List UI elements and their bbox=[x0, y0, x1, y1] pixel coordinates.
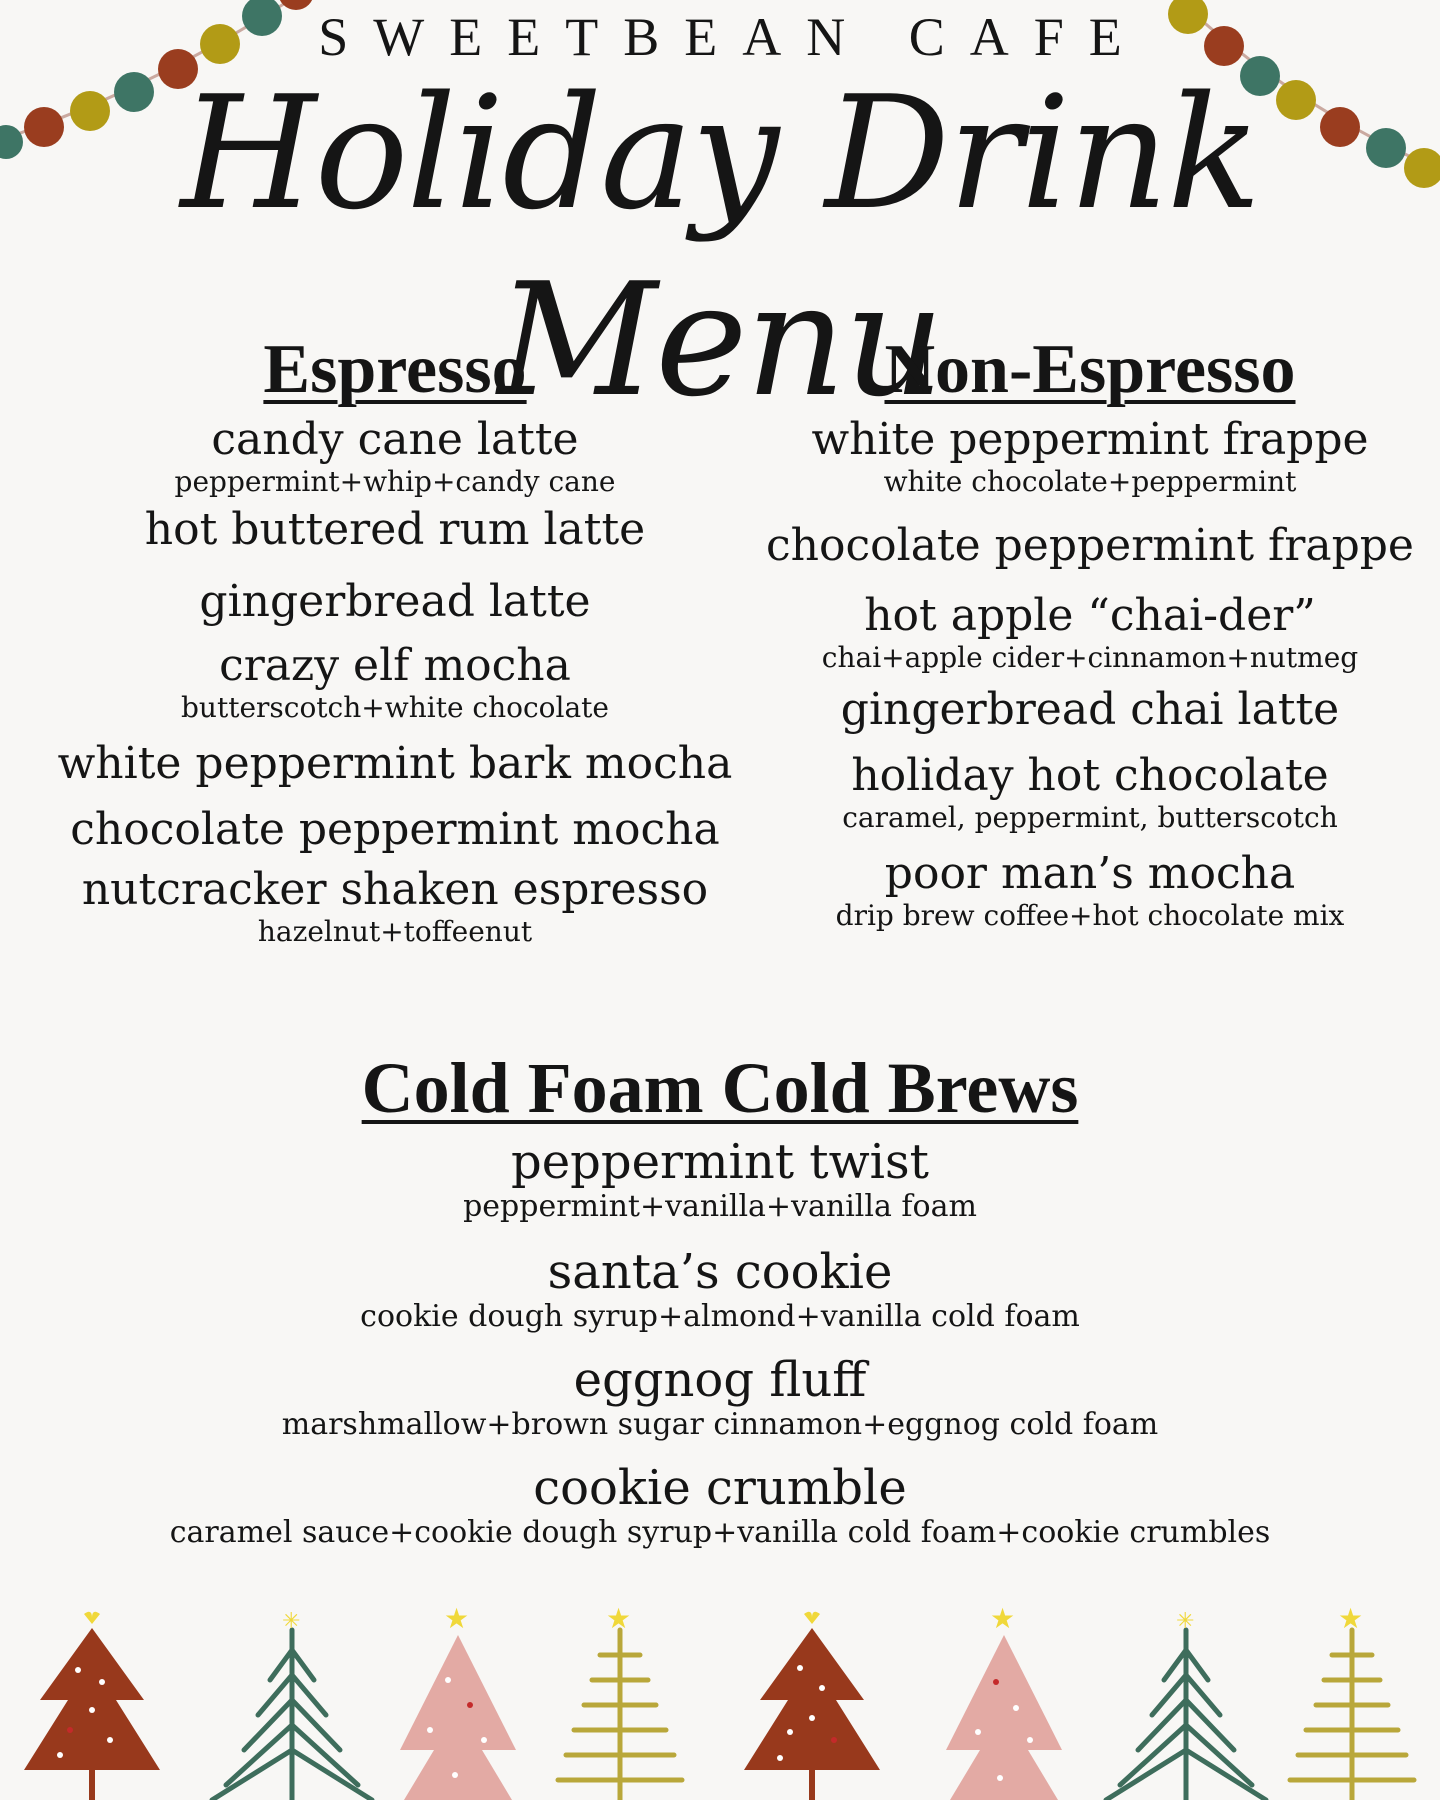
page-title: Holiday Drink Menu bbox=[180, 62, 1260, 432]
espresso-heading: Espresso bbox=[263, 331, 527, 408]
item-desc: chai+apple cider+cinnamon+nutmeg bbox=[821, 641, 1359, 674]
menu-item bbox=[0, 1134, 1440, 1224]
christmas-tree-icon bbox=[400, 1602, 516, 1800]
svg-text:✳: ✳ bbox=[282, 1609, 301, 1634]
svg-text:★: ★ bbox=[444, 1602, 470, 1635]
item-name: chocolate peppermint mocha bbox=[70, 804, 720, 855]
menu-item bbox=[0, 1352, 1440, 1442]
menu-item bbox=[40, 640, 750, 724]
item-desc: drip brew coffee+hot chocolate mix bbox=[835, 899, 1345, 932]
menu-item bbox=[40, 738, 750, 790]
item-name: white peppermint bark mocha bbox=[57, 738, 733, 789]
menu-item bbox=[750, 590, 1430, 674]
item-name: gingerbread latte bbox=[199, 576, 591, 627]
item-name: hot buttered rum latte bbox=[144, 504, 646, 555]
item-name: santa’s cookie bbox=[547, 1244, 893, 1300]
menu-item bbox=[0, 1460, 1440, 1550]
item-name: nutcracker shaken espresso bbox=[81, 864, 709, 915]
item-desc: hazelnut+toffeenut bbox=[257, 915, 533, 948]
item-desc: butterscotch+white chocolate bbox=[180, 691, 609, 724]
item-name: cookie crumble bbox=[533, 1460, 907, 1516]
item-desc: caramel, peppermint, butterscotch bbox=[842, 801, 1338, 834]
item-name: crazy elf mocha bbox=[219, 640, 571, 691]
menu-item bbox=[40, 504, 750, 556]
item-name: chocolate peppermint frappe bbox=[766, 520, 1414, 571]
item-name: eggnog fluff bbox=[573, 1352, 867, 1408]
christmas-tree-icon bbox=[24, 1612, 160, 1800]
item-name: peppermint twist bbox=[511, 1134, 929, 1190]
menu-item bbox=[750, 750, 1430, 834]
item-desc: peppermint+whip+candy cane bbox=[174, 465, 616, 498]
menu-item bbox=[0, 1244, 1440, 1334]
item-name: gingerbread chai latte bbox=[840, 684, 1340, 735]
menu-item bbox=[40, 576, 750, 628]
menu-item bbox=[750, 414, 1430, 498]
item-name: poor man’s mocha bbox=[884, 848, 1296, 899]
item-desc: marshmallow+brown sugar cinnamon+eggnog cold foam bbox=[281, 1407, 1159, 1442]
cafe-name: SWEETBEAN CAFE bbox=[318, 7, 1147, 67]
item-desc: caramel sauce+cookie dough syrup+vanilla cold foam+cookie crumbles bbox=[169, 1515, 1271, 1550]
item-desc: peppermint+vanilla+vanilla foam bbox=[463, 1189, 977, 1224]
menu-item bbox=[40, 804, 750, 856]
menu-item bbox=[750, 848, 1430, 932]
christmas-tree-icon bbox=[946, 1602, 1062, 1800]
cold-foam-heading: Cold Foam Cold Brews bbox=[361, 1048, 1079, 1128]
non-espresso-heading: Non-Espresso bbox=[884, 331, 1296, 408]
non-espresso-section bbox=[750, 330, 1430, 932]
menu-item bbox=[750, 520, 1430, 572]
svg-text:★: ★ bbox=[990, 1602, 1016, 1635]
menu-item bbox=[40, 414, 750, 498]
menu-item bbox=[750, 684, 1430, 736]
item-name: white peppermint frappe bbox=[811, 414, 1369, 465]
espresso-section bbox=[40, 330, 750, 948]
christmas-tree-icon bbox=[1106, 1609, 1266, 1800]
item-desc: white chocolate+peppermint bbox=[883, 465, 1297, 498]
cold-foam-section bbox=[0, 1048, 1440, 1550]
item-name: holiday hot chocolate bbox=[851, 750, 1329, 801]
item-name: hot apple “chai-der” bbox=[864, 590, 1316, 641]
item-name: candy cane latte bbox=[211, 414, 579, 465]
svg-text:★: ★ bbox=[606, 1602, 632, 1635]
christmas-tree-icon bbox=[1290, 1602, 1414, 1800]
christmas-tree-icon bbox=[212, 1609, 372, 1800]
svg-text:✳: ✳ bbox=[1176, 1609, 1195, 1634]
christmas-trees-row bbox=[0, 1600, 1440, 1800]
christmas-tree-icon bbox=[744, 1612, 880, 1800]
christmas-tree-icon bbox=[558, 1602, 682, 1800]
item-desc: cookie dough syrup+almond+vanilla cold foam bbox=[360, 1299, 1080, 1334]
menu-item bbox=[40, 864, 750, 948]
svg-text:★: ★ bbox=[1338, 1602, 1364, 1635]
